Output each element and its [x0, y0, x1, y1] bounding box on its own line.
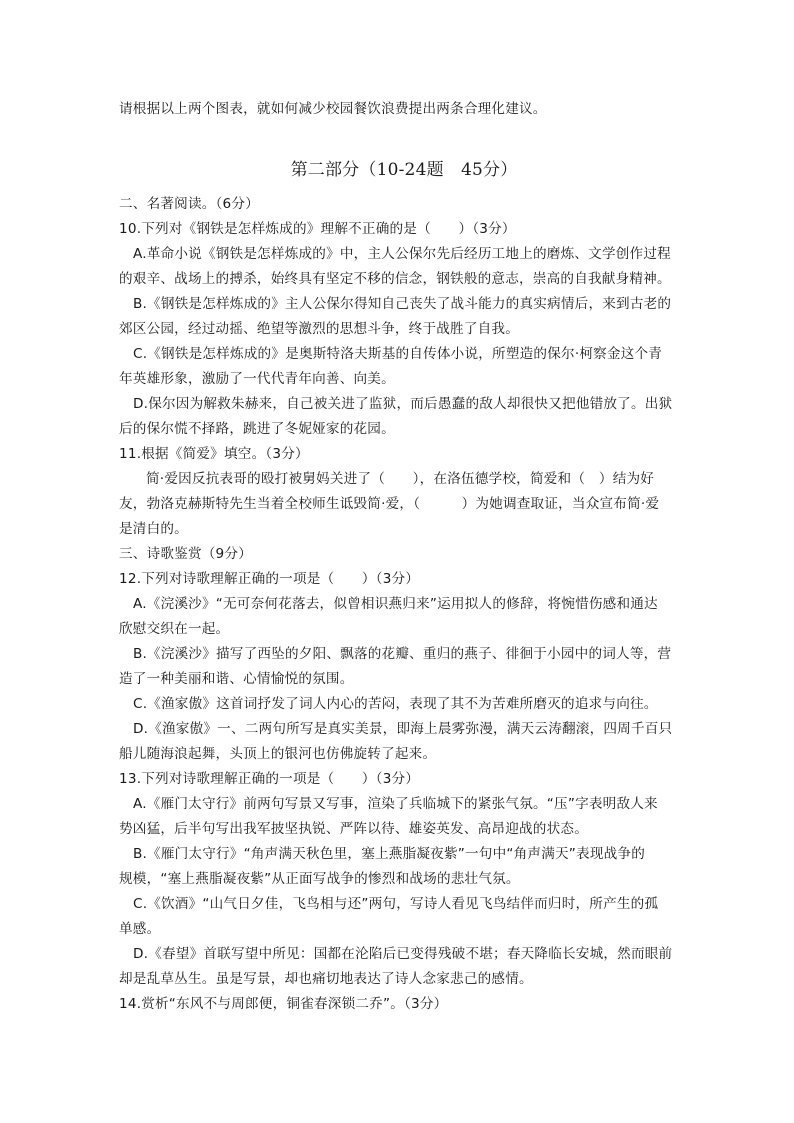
option-line: B.《浣溪沙》描写了西坠的夕阳、飘落的花瓣、重归的燕子、徘徊于小园中的词人等，营	[133, 646, 672, 662]
option-line: 年英雄形象，激励了一代代青年向善、向美。	[119, 371, 395, 387]
option-line: A.革命小说《钢铁是怎样炼成的》中，主人公保尔先后经历工地上的磨炼、文学创作过程	[133, 246, 671, 262]
question-12-option-c	[119, 692, 675, 717]
option-line: A.《浣溪沙》“无可奈何花落去，似曾相识燕归来”运用拟人的修辞，将惋惜伤感和通达	[133, 596, 658, 612]
option-line: 规模，“塞上燕脂凝夜紫”从正面写战争的惨烈和战场的悲壮气氛。	[119, 871, 520, 887]
option-line: B.《钢铁是怎样炼成的》主人公保尔得知自己丧失了战斗能力的真实病情后，来到古老的	[133, 296, 672, 312]
option-line: 船儿随海浪起舞，头顶上的银河也仿佛旋转了起来。	[119, 746, 437, 762]
question-14-stem: 14.赏析“东风不与周郎便，铜雀春深锁二乔”。（3分）	[119, 996, 448, 1012]
option-line: 造了一种美丽和谐、心情愉悦的氛围。	[119, 671, 354, 687]
question-10-option-c	[119, 342, 675, 392]
page-content	[119, 97, 675, 1017]
option-line: 欣慰交织在一起。	[119, 621, 230, 637]
question-12-option-d	[119, 717, 675, 767]
option-line: 的艰辛、战场上的搏杀，始终具有坚定不移的信念，钢铁般的意志，崇高的自我献身精神。	[119, 271, 671, 287]
question-12-stem: 12.下列对诗歌理解正确的一项是（ ）（3分）	[119, 571, 420, 587]
question-10-stem: 10.下列对《钢铁是怎样炼成的》理解不正确的是（ ）（3分）	[119, 221, 516, 237]
option-line: 后的保尔慌不择路，跳进了冬妮娅家的花园。	[119, 421, 395, 437]
fill-line: 友，勃洛克赫斯特先生当着全校师生诋毁简·爱，（ ）为她调查取证，当众宣布简·爱	[119, 496, 660, 512]
question-10-option-b	[119, 292, 675, 342]
question-13-stem: 13.下列对诗歌理解正确的一项是（ ）（3分）	[119, 771, 420, 787]
question-13-option-b	[119, 842, 675, 892]
fill-line: 是清白的。	[119, 521, 188, 537]
question-13-option-c	[119, 892, 675, 942]
option-line: 单感。	[119, 921, 161, 937]
question-12-option-b	[119, 642, 675, 692]
section-heading-classics: 二、名著阅读。（6分）	[119, 196, 259, 212]
question-13-option-d	[119, 942, 675, 992]
option-line: C.《钢铁是怎样炼成的》是奥斯特洛夫斯基的自传体小说，所塑造的保尔·柯察金这个青	[133, 346, 663, 362]
option-line: B.《雁门太守行》“角声满天秋色里，塞上燕脂凝夜紫”一句中“角声满天”表现战争的	[133, 846, 646, 862]
option-line: D.《春望》首联写望中所见：国都在沦陷后已变得残破不堪；春天降临长安城，然而眼前	[133, 946, 673, 962]
intro-instruction: 请根据以上两个图表，就如何减少校园餐饮浪费提出两条合理化建议。	[119, 101, 547, 117]
option-line: 却是乱草丛生。虽是写景，却也痛切地表达了诗人念家悲己的感情。	[119, 971, 533, 987]
option-line: D.《渔家傲》一、二两句所写是真实美景，即海上晨雾弥漫，满天云涛翻滚，四周千百只	[133, 721, 673, 737]
fill-line: 简·爱因反抗表哥的殴打被舅妈关进了（ ），在洛伍德学校，简爱和（ ）结为好	[146, 471, 655, 487]
question-13-option-a	[119, 792, 675, 842]
question-12-option-a	[119, 592, 675, 642]
section-heading-poetry: 三、诗歌鉴赏（9分）	[119, 546, 252, 562]
question-11-stem: 11.根据《简爱》填空。（3分）	[119, 446, 309, 462]
question-10-option-d	[119, 392, 675, 442]
option-line: C.《饮酒》“山气日夕佳，飞鸟相与还”两句，写诗人看见飞鸟结伴而归时，所产生的孤	[133, 896, 659, 912]
part-title: 第二部分（10-24题 45分）	[290, 160, 518, 180]
question-10-option-a	[119, 242, 675, 292]
option-line: 郊区公园，经过动摇、绝望等激烈的思想斗争，终于战胜了自我。	[119, 321, 520, 337]
option-line: C.《渔家傲》这首词抒发了词人内心的苦闷，表现了其不为苦难所磨灭的追求与向往。	[133, 696, 658, 712]
option-line: D.保尔因为解救朱赫来，自己被关进了监狱，而后愚蠢的敌人却很快又把他错放了。出狱	[133, 396, 673, 412]
option-line: 势凶猛，后半句写出我军披坚执锐、严阵以待、雄姿英发、高昂迎战的状态。	[119, 821, 588, 837]
option-line: A.《雁门太守行》前两句写景又写事，渲染了兵临城下的紧张气氛。“压”字表明敌人来	[133, 796, 658, 812]
question-11-fill-blank	[119, 467, 675, 542]
